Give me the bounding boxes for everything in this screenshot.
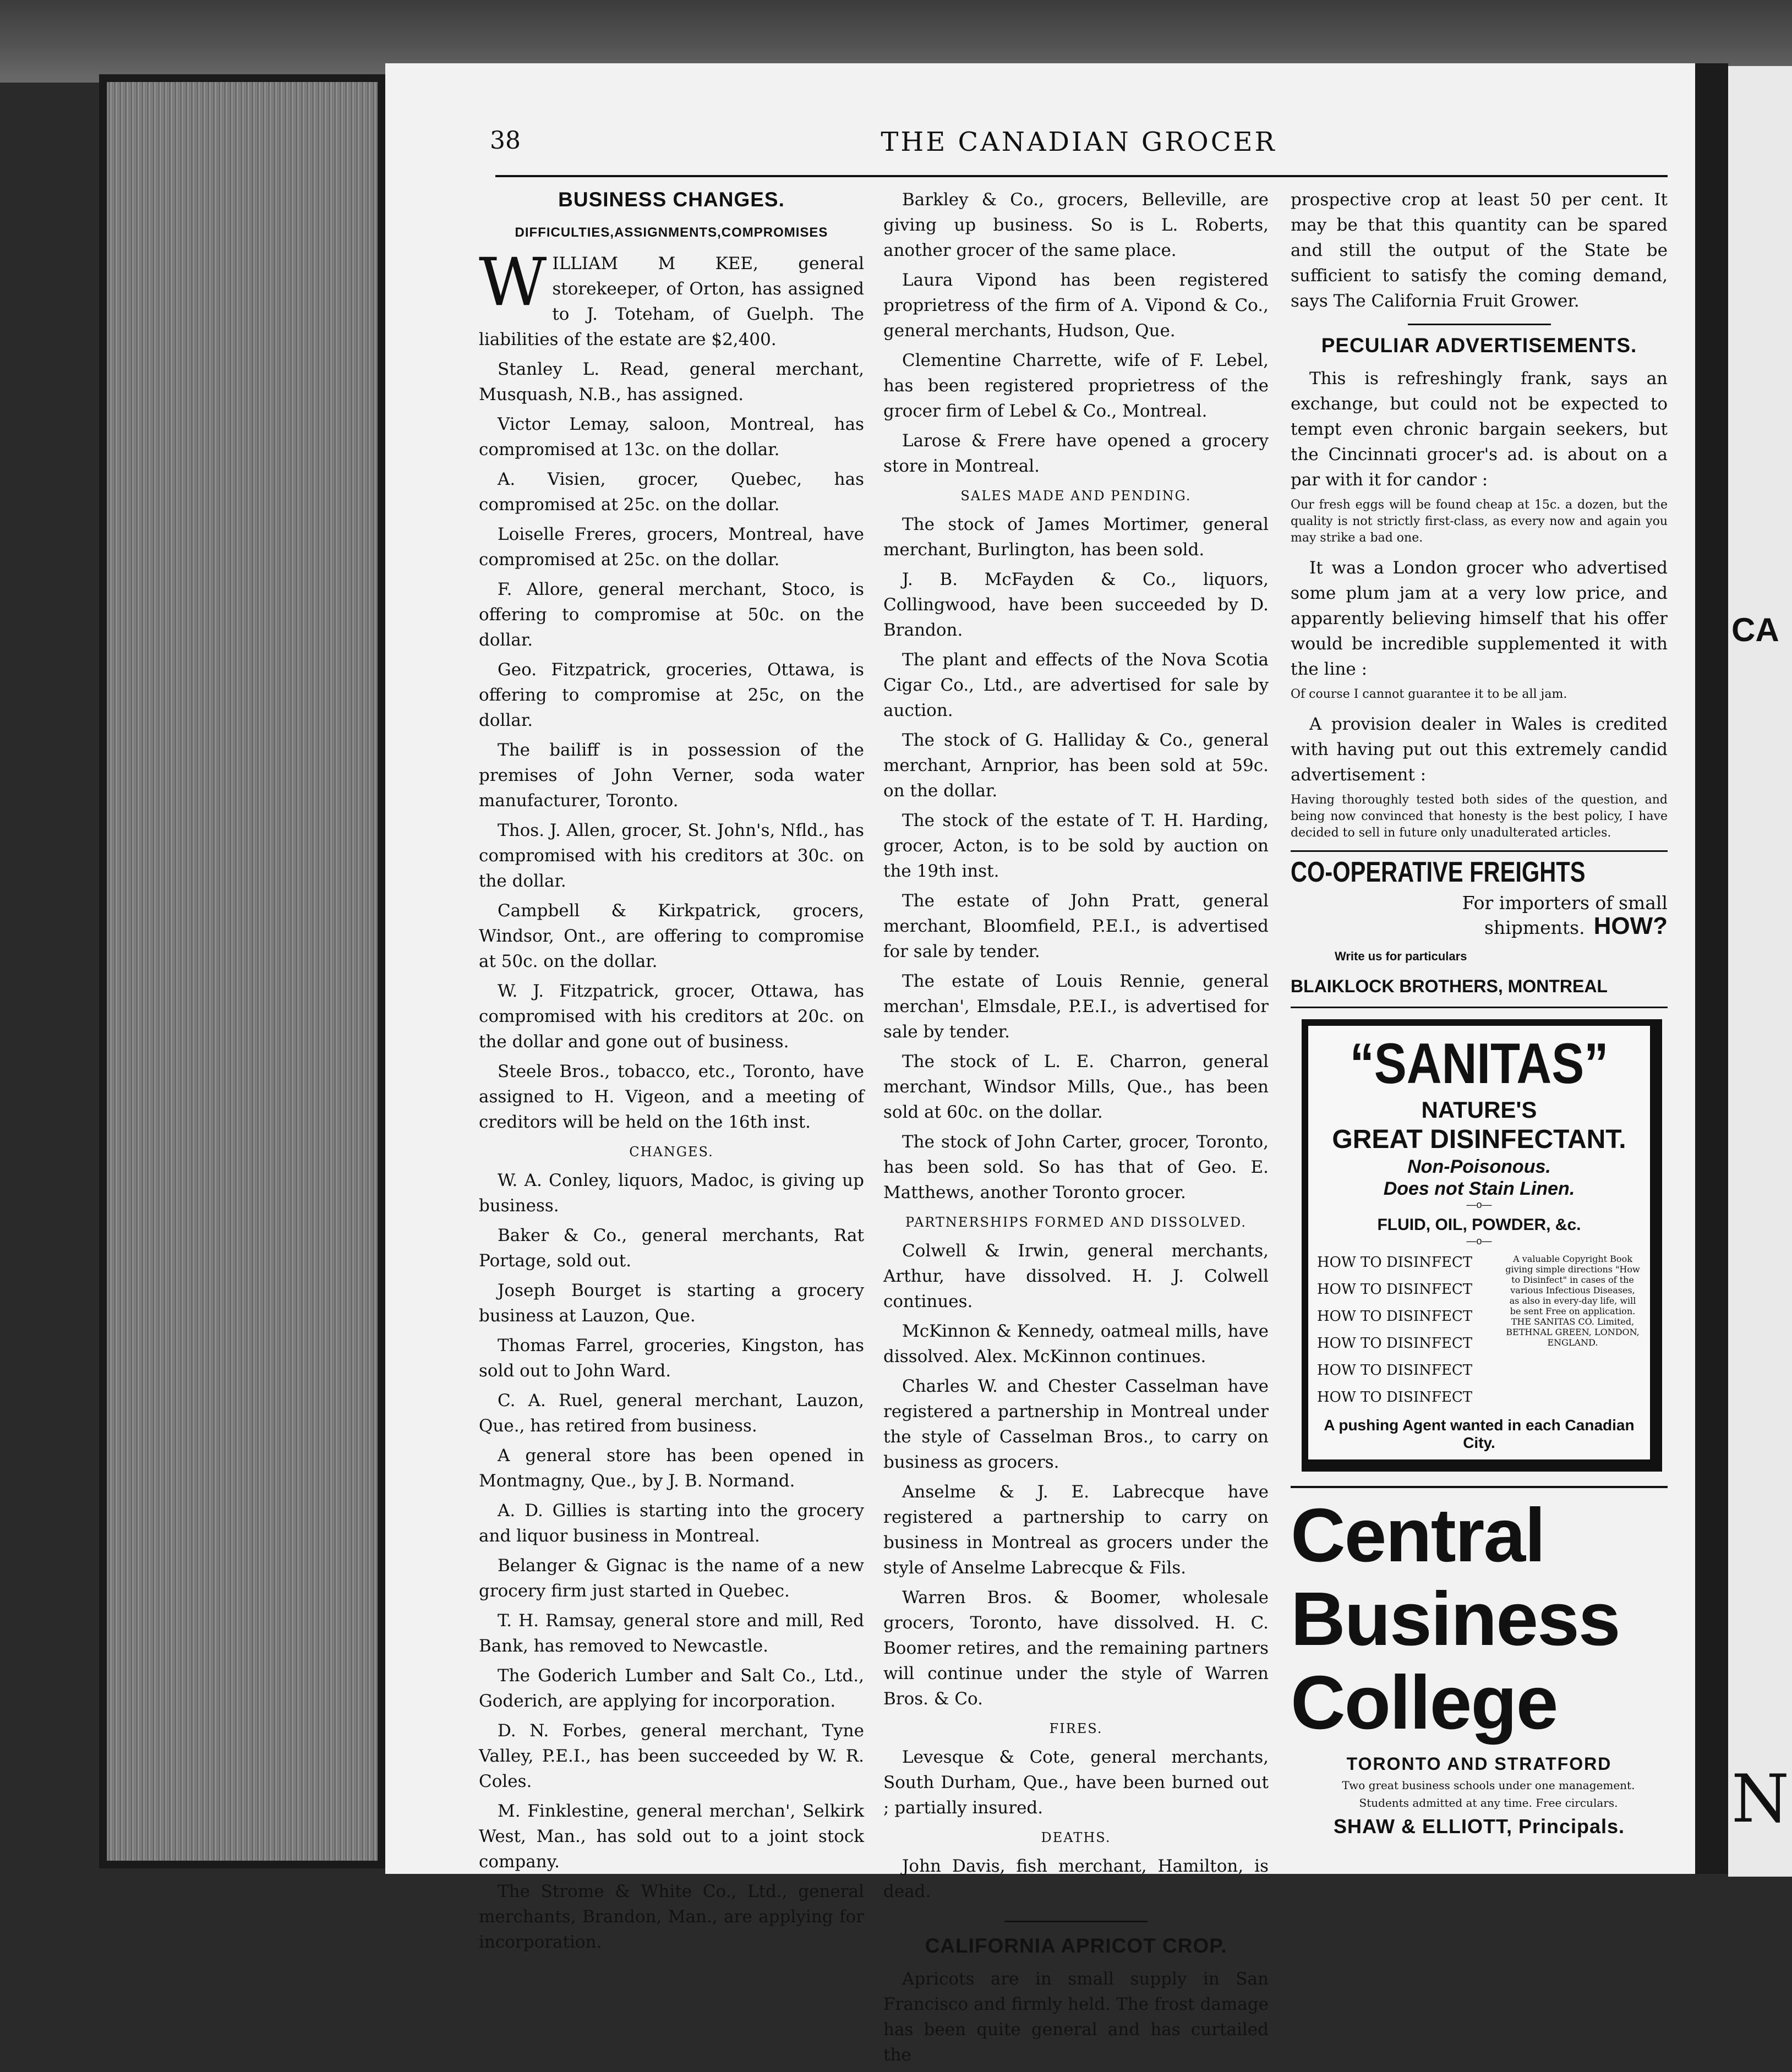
article-paragraph: The Strome & White Co., Ltd., general merchants, Brandon, Man., are applying for incorporation. xyxy=(479,1882,864,1952)
article-paragraph: The bailiff is in possession of the premises of John Verner, soda water manufacturer, Toronto. xyxy=(479,740,864,811)
book-page-edges xyxy=(99,74,385,1868)
sanitas-how-line: HOW TO DISINFECT xyxy=(1317,1254,1473,1271)
article-paragraph: D. N. Forbes, general merchant, Tyne Valley, P.E.I., has been succeeded by W. R. Coles. xyxy=(479,1721,864,1791)
college-line-2: Business xyxy=(1291,1577,1620,1661)
section-heading-partnerships: PARTNERSHIPS FORMED AND DISSOLVED. xyxy=(905,1215,1247,1230)
article-paragraph: Colwell & Irwin, general merchants, Arthur, have dissolved. H. J. Colwell continues. xyxy=(883,1241,1269,1311)
article-paragraph: Stanley L. Read, general merchant, Musquash, N.B., has assigned. xyxy=(479,359,864,404)
sanitas-fluid: FLUID, OIL, POWDER, &c. xyxy=(1377,1216,1581,1234)
sanitas-no-stain: Does not Stain Linen. xyxy=(1383,1178,1575,1199)
article-paragraph: A. Visien, grocer, Quebec, has compromised at 25c. on the dollar. xyxy=(479,469,864,515)
article-paragraph: Thomas Farrel, groceries, Kingston, has sold out to John Ward. xyxy=(479,1336,864,1381)
article-paragraph: McKinnon & Kennedy, oatmeal mills, have dissolved. Alex. McKinnon continues. xyxy=(883,1321,1269,1366)
article-paragraph: C. A. Ruel, general merchant, Lauzon, Que., has retired from business. xyxy=(479,1391,864,1436)
article-paragraph: Warren Bros. & Boomer, wholesale grocers, Toronto, have dissolved. H. C. Boomer retires, and the remaining partners will continue under the style of Warren Bros. & Co. xyxy=(883,1588,1269,1709)
sanitas-how-line: HOW TO DISINFECT xyxy=(1317,1308,1473,1325)
sanitas-how-block xyxy=(1317,1249,1641,1411)
article-paragraph: W. J. Fitzpatrick, grocer, Ottawa, has compromised with his creditors at 20c. on the dollar and gone out of business. xyxy=(479,981,864,1052)
article-paragraph: Charles W. and Chester Casselman have registered a partnership in Montreal under the style of Casselman Bros., to carry on business as grocers. xyxy=(883,1376,1269,1472)
column-1 xyxy=(479,187,864,1959)
article-paragraph: The estate of Louis Rennie, general merchan', Elmsdale, P.E.I., is advertised for sale by tender. xyxy=(883,971,1269,1042)
sanitas-how-line: HOW TO DISINFECT xyxy=(1317,1362,1473,1379)
article-paragraph: Campbell & Kirkpatrick, grocers, Windsor, Ont., are offering to compromise at 50c. on the dollar. xyxy=(479,901,864,971)
article-paragraph: It was a London grocer who advertised some plum jam at a very low price, and apparently believing himself that his offer would be incredible supplemented it with the line : xyxy=(1291,558,1668,679)
section-heading-changes: CHANGES. xyxy=(629,1144,714,1160)
coop-write: Write us for particulars xyxy=(1335,949,1467,963)
sanitas-non-poisonous: Non-Poisonous. xyxy=(1407,1156,1551,1177)
article-paragraph: J. B. McFayden & Co., liquors, Collingwood, have been succeeded by D. Brandon. xyxy=(883,570,1269,640)
article-paragraph: The Goderich Lumber and Salt Co., Ltd., Goderich, are applying for incorporation. xyxy=(479,1666,864,1711)
article-paragraph: The plant and effects of the Nova Scotia Cigar Co., Ltd., are advertised for sale by auction. xyxy=(883,650,1269,720)
section-heading-sales: SALES MADE AND PENDING. xyxy=(960,488,1192,504)
coop-firm: BLAIKLOCK BROTHERS, MONTREAL xyxy=(1291,976,1608,996)
article-paragraph: F. Allore, general merchant, Stoco, is offering to compromise at 50c. on the dollar. xyxy=(479,579,864,650)
sanitas-title: “SANITAS” xyxy=(1350,1032,1609,1096)
business-changes-subtitle: DIFFICULTIES,ASSIGNMENTS,COMPROMISES xyxy=(515,225,828,240)
divider xyxy=(1291,1007,1668,1008)
sanitas-ad xyxy=(1302,1019,1662,1472)
column-3 xyxy=(1291,187,1668,1844)
journal-title: THE CANADIAN GROCER xyxy=(881,127,1277,157)
next-page-text-1: CA xyxy=(1731,611,1779,648)
next-page-text-2: N xyxy=(1731,1761,1789,1838)
article-paragraph: T. H. Ramsay, general store and mill, Red Bank, has removed to Newcastle. xyxy=(479,1611,864,1656)
article-paragraph: W. A. Conley, liquors, Madoc, is giving up business. xyxy=(479,1171,864,1216)
article-paragraph: The stock of L. E. Charron, general merchant, Windsor Mills, Que., has been sold at 60c. on the dollar. xyxy=(883,1052,1269,1122)
coop-freights-ad xyxy=(1291,856,1668,999)
quoted-ad: Our fresh eggs will be found cheap at 15c. a dozen, but the quality is not strictly first-class, as every now and again you may strike a bad one. xyxy=(1291,498,1668,545)
article-paragraph: Victor Lemay, saloon, Montreal, has compromised at 13c. on the dollar. xyxy=(479,414,864,460)
article-paragraph: Steele Bros., tobacco, etc., Toronto, have assigned to H. Vigeon, and a meeting of creditors will be held on the 16th inst. xyxy=(479,1062,864,1132)
drop-cap: W xyxy=(479,244,547,321)
coop-how: HOW? xyxy=(1593,912,1668,939)
quoted-ad: Of course I cannot guarantee it to be all jam. xyxy=(1291,687,1567,701)
college-line-1: Central xyxy=(1291,1493,1545,1578)
next-page-fragment xyxy=(1728,66,1792,1877)
sanitas-how-line: HOW TO DISINFECT xyxy=(1317,1389,1473,1406)
article-paragraph: The stock of John Carter, grocer, Toronto, has been sold. So has that of Geo. E. Matthews, another Toronto grocer. xyxy=(883,1132,1269,1202)
college-principals: SHAW & ELLIOTT, Principals. xyxy=(1333,1815,1625,1838)
article-paragraph: The stock of James Mortimer, general merchant, Burlington, has been sold. xyxy=(883,515,1269,560)
college-ad xyxy=(1291,1494,1668,1839)
article-paragraph: John Davis, fish merchant, Hamilton, is dead. xyxy=(883,1856,1269,1901)
article-paragraph: A general store has been opened in Montmagny, Que., by J. B. Normand. xyxy=(479,1446,864,1491)
article-paragraph: M. Finklestine, general merchan', Selkirk West, Man., has sold out to a joint stock company. xyxy=(479,1801,864,1872)
divider xyxy=(1004,1921,1148,1922)
sanitas-how-list xyxy=(1317,1249,1504,1411)
article-paragraph: Laura Vipond has been registered proprietress of the firm of A. Vipond & Co., general merchants, Hudson, Que. xyxy=(883,270,1269,341)
article-paragraph: Levesque & Cote, general merchants, South Durham, Que., have been burned out ; partially insured. xyxy=(883,1747,1269,1818)
article-paragraph: The estate of John Pratt, general merchant, Bloomfield, P.E.I., is advertised for sale by tender. xyxy=(883,891,1269,961)
quoted-ad: Having thoroughly tested both sides of the question, and being now convinced that honesty is the best policy, I have decided to sell in future only unadulterated articles. xyxy=(1291,793,1668,840)
college-small-1: Two great business schools under one management. xyxy=(1342,1779,1635,1792)
coop-line: For importers of small shipments. HOW? xyxy=(1462,892,1668,939)
college-cities: TORONTO AND STRATFORD xyxy=(1346,1754,1612,1774)
header-rule xyxy=(495,175,1668,177)
column-2 xyxy=(883,187,1269,2072)
business-changes-title: BUSINESS CHANGES. xyxy=(558,188,785,211)
article-paragraph: The stock of G. Halliday & Co., general merchant, Arnprior, has been sold at 59c. on the dollar. xyxy=(883,730,1269,801)
section-heading-fires: FIRES. xyxy=(1049,1721,1103,1736)
apricot-title: CALIFORNIA APRICOT CROP. xyxy=(925,1934,1227,1957)
divider xyxy=(1291,1486,1668,1488)
page-header xyxy=(490,127,1668,171)
article-paragraph: Barkley & Co., grocers, Belleville, are giving up business. So is L. Roberts, another grocer of the same place. xyxy=(883,190,1269,260)
college-line-3: College xyxy=(1291,1660,1558,1745)
sanitas-how-line: HOW TO DISINFECT xyxy=(1317,1281,1473,1298)
sanitas-great: GREAT DISINFECTANT. xyxy=(1332,1125,1626,1154)
article-paragraph: Baker & Co., general merchants, Rat Portage, sold out. xyxy=(479,1226,864,1271)
divider xyxy=(1408,324,1551,325)
divider xyxy=(1291,850,1668,852)
article-paragraph: prospective crop at least 50 per cent. It may be that this quantity can be spared and still the output of the State be sufficient to satisfy the coming demand, says The California Fruit Grower. xyxy=(1291,190,1668,311)
sanitas-how-line: HOW TO DISINFECT xyxy=(1317,1335,1473,1352)
coop-title: CO-OPERATIVE FREIGHTS xyxy=(1291,856,1586,888)
article-paragraph: This is refreshingly frank, says an exchange, but could not be expected to tempt even chronic bargain seekers, but the Cincinnati grocer's ad. is about on a par with it for candor : xyxy=(1291,369,1668,490)
article-paragraph: Clementine Charrette, wife of F. Lebel, has been registered proprietress of the grocer firm of Lebel & Co., Montreal. xyxy=(883,351,1269,421)
page-number: 38 xyxy=(490,127,521,155)
article-paragraph: Loiselle Freres, grocers, Montreal, have compromised at 25c. on the dollar. xyxy=(479,524,864,570)
article-paragraph: A. D. Gillies is starting into the grocery and liquor business in Montreal. xyxy=(479,1501,864,1546)
article-paragraph: Apricots are in small supply in San Francisco and firmly held. The frost damage has been quite general and has curtailed the xyxy=(883,1969,1269,2065)
sanitas-natures: NATURE'S xyxy=(1421,1097,1537,1123)
section-heading-deaths: DEATHS. xyxy=(1041,1830,1111,1845)
article-paragraph: WILLIAM M KEE, general storekeeper, of Orton, has assigned to J. Toteham, of Guelph. The liabilities of the estate are $2,400. xyxy=(479,244,864,349)
college-small-2: Students admitted at any time. Free circulars. xyxy=(1359,1796,1618,1809)
article-paragraph: Thos. J. Allen, grocer, St. John's, Nfld., has compromised with his creditors at 30c. on the dollar. xyxy=(479,821,864,891)
article-paragraph: Anselme & J. E. Labrecque have registered a partnership to carry on business in Montreal as grocers under the style of Anselme Labrecque & Fils. xyxy=(883,1482,1269,1578)
article-paragraph: Geo. Fitzpatrick, groceries, Ottawa, is offering to compromise at 25c, on the dollar. xyxy=(479,660,864,730)
ornament-icon: —o— xyxy=(1466,1235,1492,1247)
binding-gutter xyxy=(1695,63,1728,1874)
article-paragraph: Larose & Frere have opened a grocery store in Montreal. xyxy=(883,431,1269,476)
article-paragraph: Belanger & Gignac is the name of a new grocery firm just started in Quebec. xyxy=(479,1556,864,1601)
sanitas-agent: A pushing Agent wanted in each Canadian City. xyxy=(1324,1417,1635,1451)
sanitas-note: A valuable Copyright Book giving simple directions "How to Disinfect" in cases of the various Infectious Diseases, as also in every-day life, will be sent Free on application. THE SANITAS CO. Limited, BETHNAL GREEN, LONDON, ENGLAND. xyxy=(1505,1254,1640,1348)
article-paragraph: The stock of the estate of T. H. Harding, grocer, Acton, is to be sold by auction on the 19th inst. xyxy=(883,811,1269,881)
ornament-icon: —o— xyxy=(1466,1199,1492,1210)
article-paragraph: Joseph Bourget is starting a grocery business at Lauzon, Que. xyxy=(479,1281,864,1326)
peculiar-title: PECULIAR ADVERTISEMENTS. xyxy=(1321,334,1637,357)
article-paragraph: A provision dealer in Wales is credited with having put out this extremely candid advertisement : xyxy=(1291,714,1668,785)
